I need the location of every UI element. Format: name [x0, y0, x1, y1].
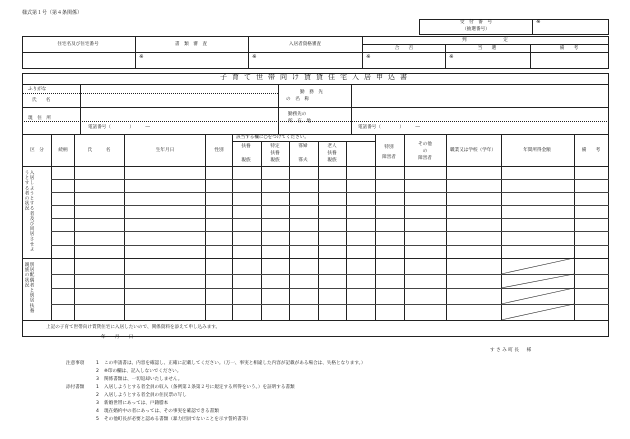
current-address-label: 現 住 所: [28, 116, 51, 121]
category-header: 区 分: [30, 148, 44, 153]
notes-label: 注意事項: [66, 361, 85, 366]
attachments-label: 添付書類: [66, 385, 85, 390]
form-title: 子育て世帯向け賃貸住宅入居申込書: [220, 72, 412, 81]
qualification-mark: ※: [252, 54, 257, 60]
occupation-header: 職業又は学校（学年）: [450, 148, 496, 153]
attachment-1-number: 1: [96, 385, 99, 390]
specific-support-header-2: 扶養: [270, 151, 280, 156]
note-3-text: 関係書類は、一切返却いたしません。: [104, 377, 183, 382]
specific-support-header-3: 親族: [270, 158, 280, 163]
relation-header: 続柄: [58, 148, 68, 153]
workplace-name-label-1: 勤 務 先: [300, 90, 323, 95]
selection-mark: ※: [449, 54, 454, 60]
widow-header-2: 寡夫: [298, 158, 308, 163]
workplace-addr-label-2: 所 在 地: [288, 118, 311, 124]
income-header: 年間所得金額: [523, 148, 551, 153]
other-disabled-header-2: の: [422, 149, 428, 154]
family-remarks-header: 備 考: [581, 148, 601, 153]
check-note: 該当する欄に○をつけてください。: [236, 135, 309, 140]
note-1-text: この申請書は、内容を確認し、正確に記載してください。（万一、事実と相違した内容が記載がある場合は、失格となります。）: [104, 361, 366, 366]
decision-header: 判 定: [462, 37, 508, 43]
other-disabled-header-3: 障害者: [418, 156, 432, 161]
support-header-2: 親族: [241, 158, 251, 163]
attachment-3-text: 新婚世帯にあっては、戸籍謄本: [104, 401, 169, 406]
attachment-5-number: 5: [96, 417, 99, 422]
income-strike-marks: [501, 258, 574, 320]
section-separated-label: 別居配偶者と別居扶養親族の状況: [24, 262, 34, 313]
doc-review-mark: ※: [139, 54, 144, 60]
member-name-header: 氏 名: [87, 148, 111, 153]
special-disabled-header-1: 特別: [384, 145, 394, 150]
widow-header-1: 寡婦: [298, 144, 308, 149]
attachment-1-text: 入居しようとする者全員の収入（条例第２条第２号に規定する所得をいう。）を証明する書類: [104, 385, 295, 390]
lottery-number-label: （抽選番号）: [462, 27, 490, 32]
other-disabled-header-1: その他: [418, 142, 432, 147]
form-number: 様式第１号（第４条関係）: [22, 10, 83, 16]
attachment-4-number: 4: [96, 409, 99, 414]
section-residents-label: 入居しようとする者及び同居させようとする者の状況: [24, 170, 34, 252]
reception-number-label: 受 付 番 号: [459, 20, 493, 25]
pass-mark: ※: [366, 54, 371, 60]
address-header: 住宅名及び住宅番号: [57, 42, 99, 47]
support-header-1: 扶養: [241, 144, 251, 149]
furigana-label: ふりがな: [28, 86, 47, 92]
workplace-name-label-2: の 名 称: [286, 97, 309, 102]
document-review-header: 書 類 審 査: [174, 42, 208, 47]
declaration-text: 上記の子育て世帯向け賃貸住宅に入居したいので、関係資料を添えて申し込みます。: [46, 325, 221, 330]
note-1-number: 1: [96, 361, 99, 366]
note-2-number: 2: [96, 369, 99, 374]
qualification-header: 入居者資格審査: [288, 42, 322, 47]
special-disabled-header-2: 障害者: [382, 155, 396, 160]
attachment-5-text: その他町長が必要と認める書類（暴力団員でないことを示す誓約書等）: [104, 417, 252, 422]
selection-header: 当 選: [477, 46, 497, 51]
elderly-support-header-3: 親族: [327, 158, 337, 163]
pass-fail-header: 合 否: [394, 46, 414, 51]
reception-box: [419, 19, 609, 35]
elderly-support-header-1: 老人: [327, 144, 337, 149]
note-3-number: 3: [96, 377, 99, 382]
date-line: 年 月 日: [101, 335, 134, 340]
summary-remarks-header: 備 考: [559, 46, 579, 51]
reception-mark: ※: [536, 19, 541, 25]
workplace-phone: 電話番号（ ） ―: [358, 125, 421, 130]
birthdate-header: 生年月日: [155, 148, 175, 153]
elderly-support-header-2: 扶養: [327, 151, 337, 156]
applicant-phone: 電話番号（ ） ―: [88, 125, 151, 130]
attachment-3-number: 3: [96, 401, 99, 406]
specific-support-header-1: 特定: [270, 144, 280, 149]
sex-header: 性別: [214, 148, 224, 153]
attachment-2-text: 入居しようとする者全員の住民票の写し: [104, 393, 187, 398]
attachment-2-number: 2: [96, 393, 99, 398]
attachment-4-text: 現在婚約中の者にあっては、その事実を確認できる書類: [104, 409, 219, 414]
workplace-addr-label-1: 勤務先の: [288, 112, 307, 117]
addressee: すさみ町長 様: [490, 348, 533, 353]
applicant-name-label: 氏 名: [32, 97, 51, 103]
note-2-text: ※印の欄は、記入しないでください。: [104, 369, 182, 374]
